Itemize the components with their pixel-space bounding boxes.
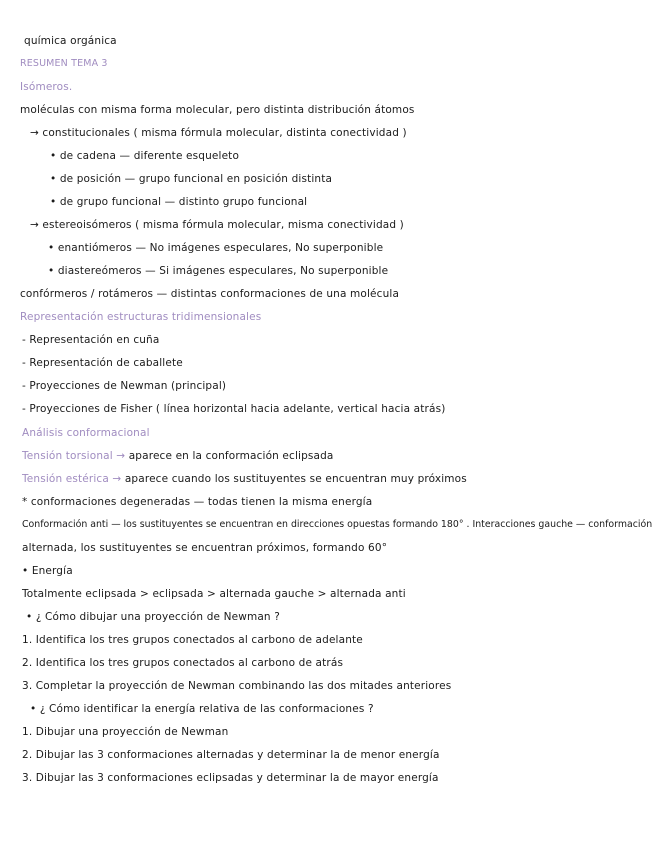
- list-item: 2. Identifica los tres grupos conectados al carbono de atrás: [22, 657, 344, 669]
- question-heading: • ¿ Cómo identificar la energía relativa de las conformaciones ?: [30, 703, 374, 715]
- question-heading: • ¿ Cómo dibujar una proyección de Newman ?: [26, 611, 280, 623]
- list-item: • de posición — grupo funcional en posición distinta: [50, 173, 333, 185]
- term-label: Tensión torsional →: [22, 450, 126, 462]
- subject-title: química orgánica: [24, 35, 117, 47]
- text-line: moléculas con misma forma molecular, pero distinta distribución átomos: [20, 104, 415, 116]
- list-item: • de grupo funcional — distinto grupo funcional: [50, 196, 308, 208]
- text-line: → estereoisómeros ( misma fórmula molecular, misma conectividad ): [30, 219, 404, 231]
- text-line: [22, 472, 467, 486]
- list-item: 1. Identifica los tres grupos conectados al carbono de adelante: [22, 634, 363, 646]
- term-text: aparece cuando los sustituyentes se encuentran muy próximos: [124, 473, 467, 485]
- list-item: 3. Completar la proyección de Newman combinando las dos mitades anteriores: [22, 680, 452, 692]
- list-item: • de cadena — diferente esqueleto: [50, 150, 240, 162]
- text-line: [22, 449, 334, 463]
- section-heading-representacion: Representación estructuras tridimensionales: [20, 311, 262, 323]
- section-heading-isomeros: Isómeros.: [20, 81, 73, 93]
- text-line: → constitucionales ( misma fórmula molecular, distinta conectividad ): [30, 127, 407, 139]
- list-item: - Representación en cuña: [22, 334, 160, 346]
- text-line: • Energía: [22, 565, 73, 577]
- text-line: * conformaciones degeneradas — todas tienen la misma energía: [22, 496, 373, 508]
- text-line: Conformación anti — los sustituyentes se encuentran en direcciones opuestas formando 180° . Interacciones gauche — conformación: [22, 519, 653, 530]
- list-item: 2. Dibujar las 3 conformaciones alternadas y determinar la de menor energía: [22, 749, 440, 761]
- text-line: Totalmente eclipsada > eclipsada > alternada gauche > alternada anti: [22, 588, 406, 600]
- list-item: 3. Dibujar las 3 conformaciones eclipsadas y determinar la de mayor energía: [22, 772, 439, 784]
- term-label: Tensión estérica →: [22, 473, 122, 485]
- list-item: - Representación de caballete: [22, 357, 183, 369]
- text-line: confórmeros / rotámeros — distintas conformaciones de una molécula: [20, 288, 400, 300]
- list-item: - Proyecciones de Fisher ( línea horizontal hacia adelante, vertical hacia atrás): [22, 403, 446, 415]
- text-line: alternada, los sustituyentes se encuentran próximos, formando 60°: [22, 542, 388, 554]
- list-item: 1. Dibujar una proyección de Newman: [22, 726, 229, 738]
- list-item: - Proyecciones de Newman (principal): [22, 380, 227, 392]
- section-heading-analisis: Análisis conformacional: [22, 427, 150, 439]
- list-item: • enantiómeros — No imágenes especulares, No superponible: [48, 242, 384, 254]
- list-item: • diastereómeros — Si imágenes especulares, No superponible: [48, 265, 389, 277]
- term-text: aparece en la conformación eclipsada: [128, 450, 334, 462]
- summary-title: RESUMEN TEMA 3: [20, 58, 108, 69]
